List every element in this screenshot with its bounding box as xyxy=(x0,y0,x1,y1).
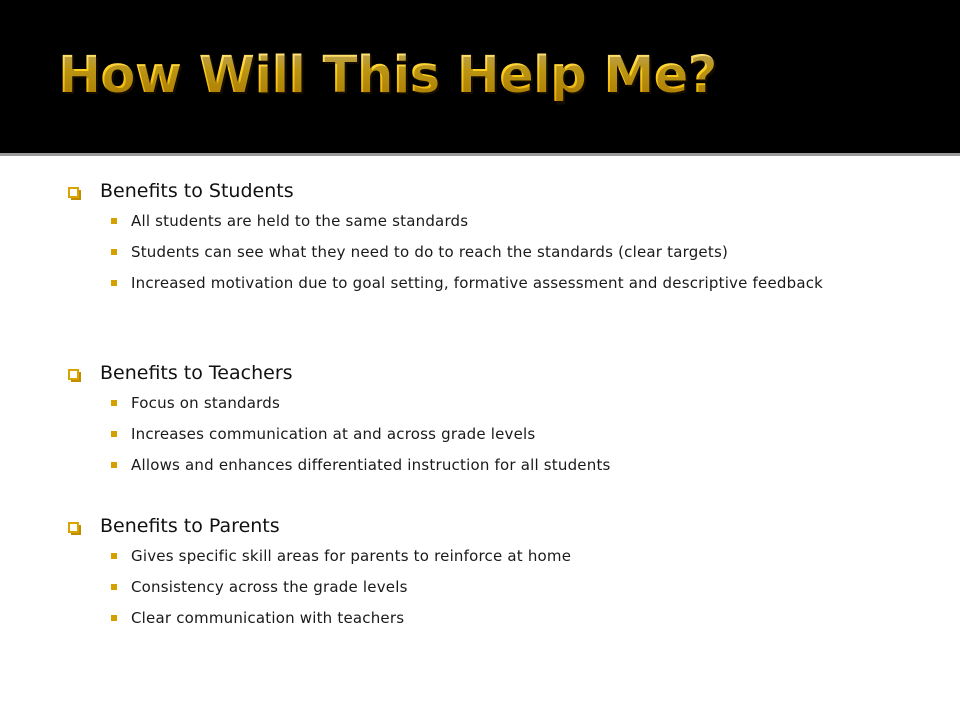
square-bullet-icon xyxy=(111,400,117,406)
square-bullet-icon xyxy=(111,584,117,590)
list-item-text: Clear communication with teachers xyxy=(131,609,405,627)
hollow-square-bullet-icon xyxy=(68,187,79,198)
list-item xyxy=(0,241,960,263)
section-heading-row xyxy=(0,511,960,543)
list-item xyxy=(0,392,960,414)
list-item xyxy=(0,607,960,629)
hollow-square-bullet-icon xyxy=(68,522,79,533)
square-bullet-icon xyxy=(111,280,117,286)
section-heading-row xyxy=(0,176,960,208)
hollow-square-bullet-icon xyxy=(68,369,79,380)
list-item-text: Gives specific skill areas for parents to reinforce at home xyxy=(131,547,572,565)
list-item-text: Increases communication at and across grade levels xyxy=(131,425,536,443)
list-item xyxy=(0,545,960,567)
section-heading-row xyxy=(0,358,960,390)
square-bullet-icon xyxy=(111,218,117,224)
list-item-text: Focus on standards xyxy=(131,394,281,412)
list-item xyxy=(0,454,960,476)
list-item-text: Allows and enhances differentiated instruction for all students xyxy=(131,456,611,474)
list-item xyxy=(0,210,960,232)
list-item-text: Increased motivation due to goal setting, formative assessment and descriptive feedback xyxy=(131,274,824,292)
section-students xyxy=(0,176,960,294)
section-heading: Benefits to Parents xyxy=(100,515,280,537)
section-heading: Benefits to Students xyxy=(100,180,294,202)
square-bullet-icon xyxy=(111,553,117,559)
list-item xyxy=(0,272,960,294)
list-item xyxy=(0,423,960,445)
list-item-text: Students can see what they need to do to reach the standards (clear targets) xyxy=(131,243,729,261)
square-bullet-icon xyxy=(111,462,117,468)
section-heading: Benefits to Teachers xyxy=(100,362,293,384)
square-bullet-icon xyxy=(111,615,117,621)
square-bullet-icon xyxy=(111,431,117,437)
title-bar xyxy=(0,0,960,152)
section-teachers xyxy=(0,358,960,476)
section-parents xyxy=(0,511,960,629)
list-item-text: All students are held to the same standards xyxy=(131,212,469,230)
list-item xyxy=(0,576,960,598)
slide-content xyxy=(0,156,960,720)
slide-title: How Will This Help Me? xyxy=(58,46,717,105)
square-bullet-icon xyxy=(111,249,117,255)
list-item-text: Consistency across the grade levels xyxy=(131,578,408,596)
